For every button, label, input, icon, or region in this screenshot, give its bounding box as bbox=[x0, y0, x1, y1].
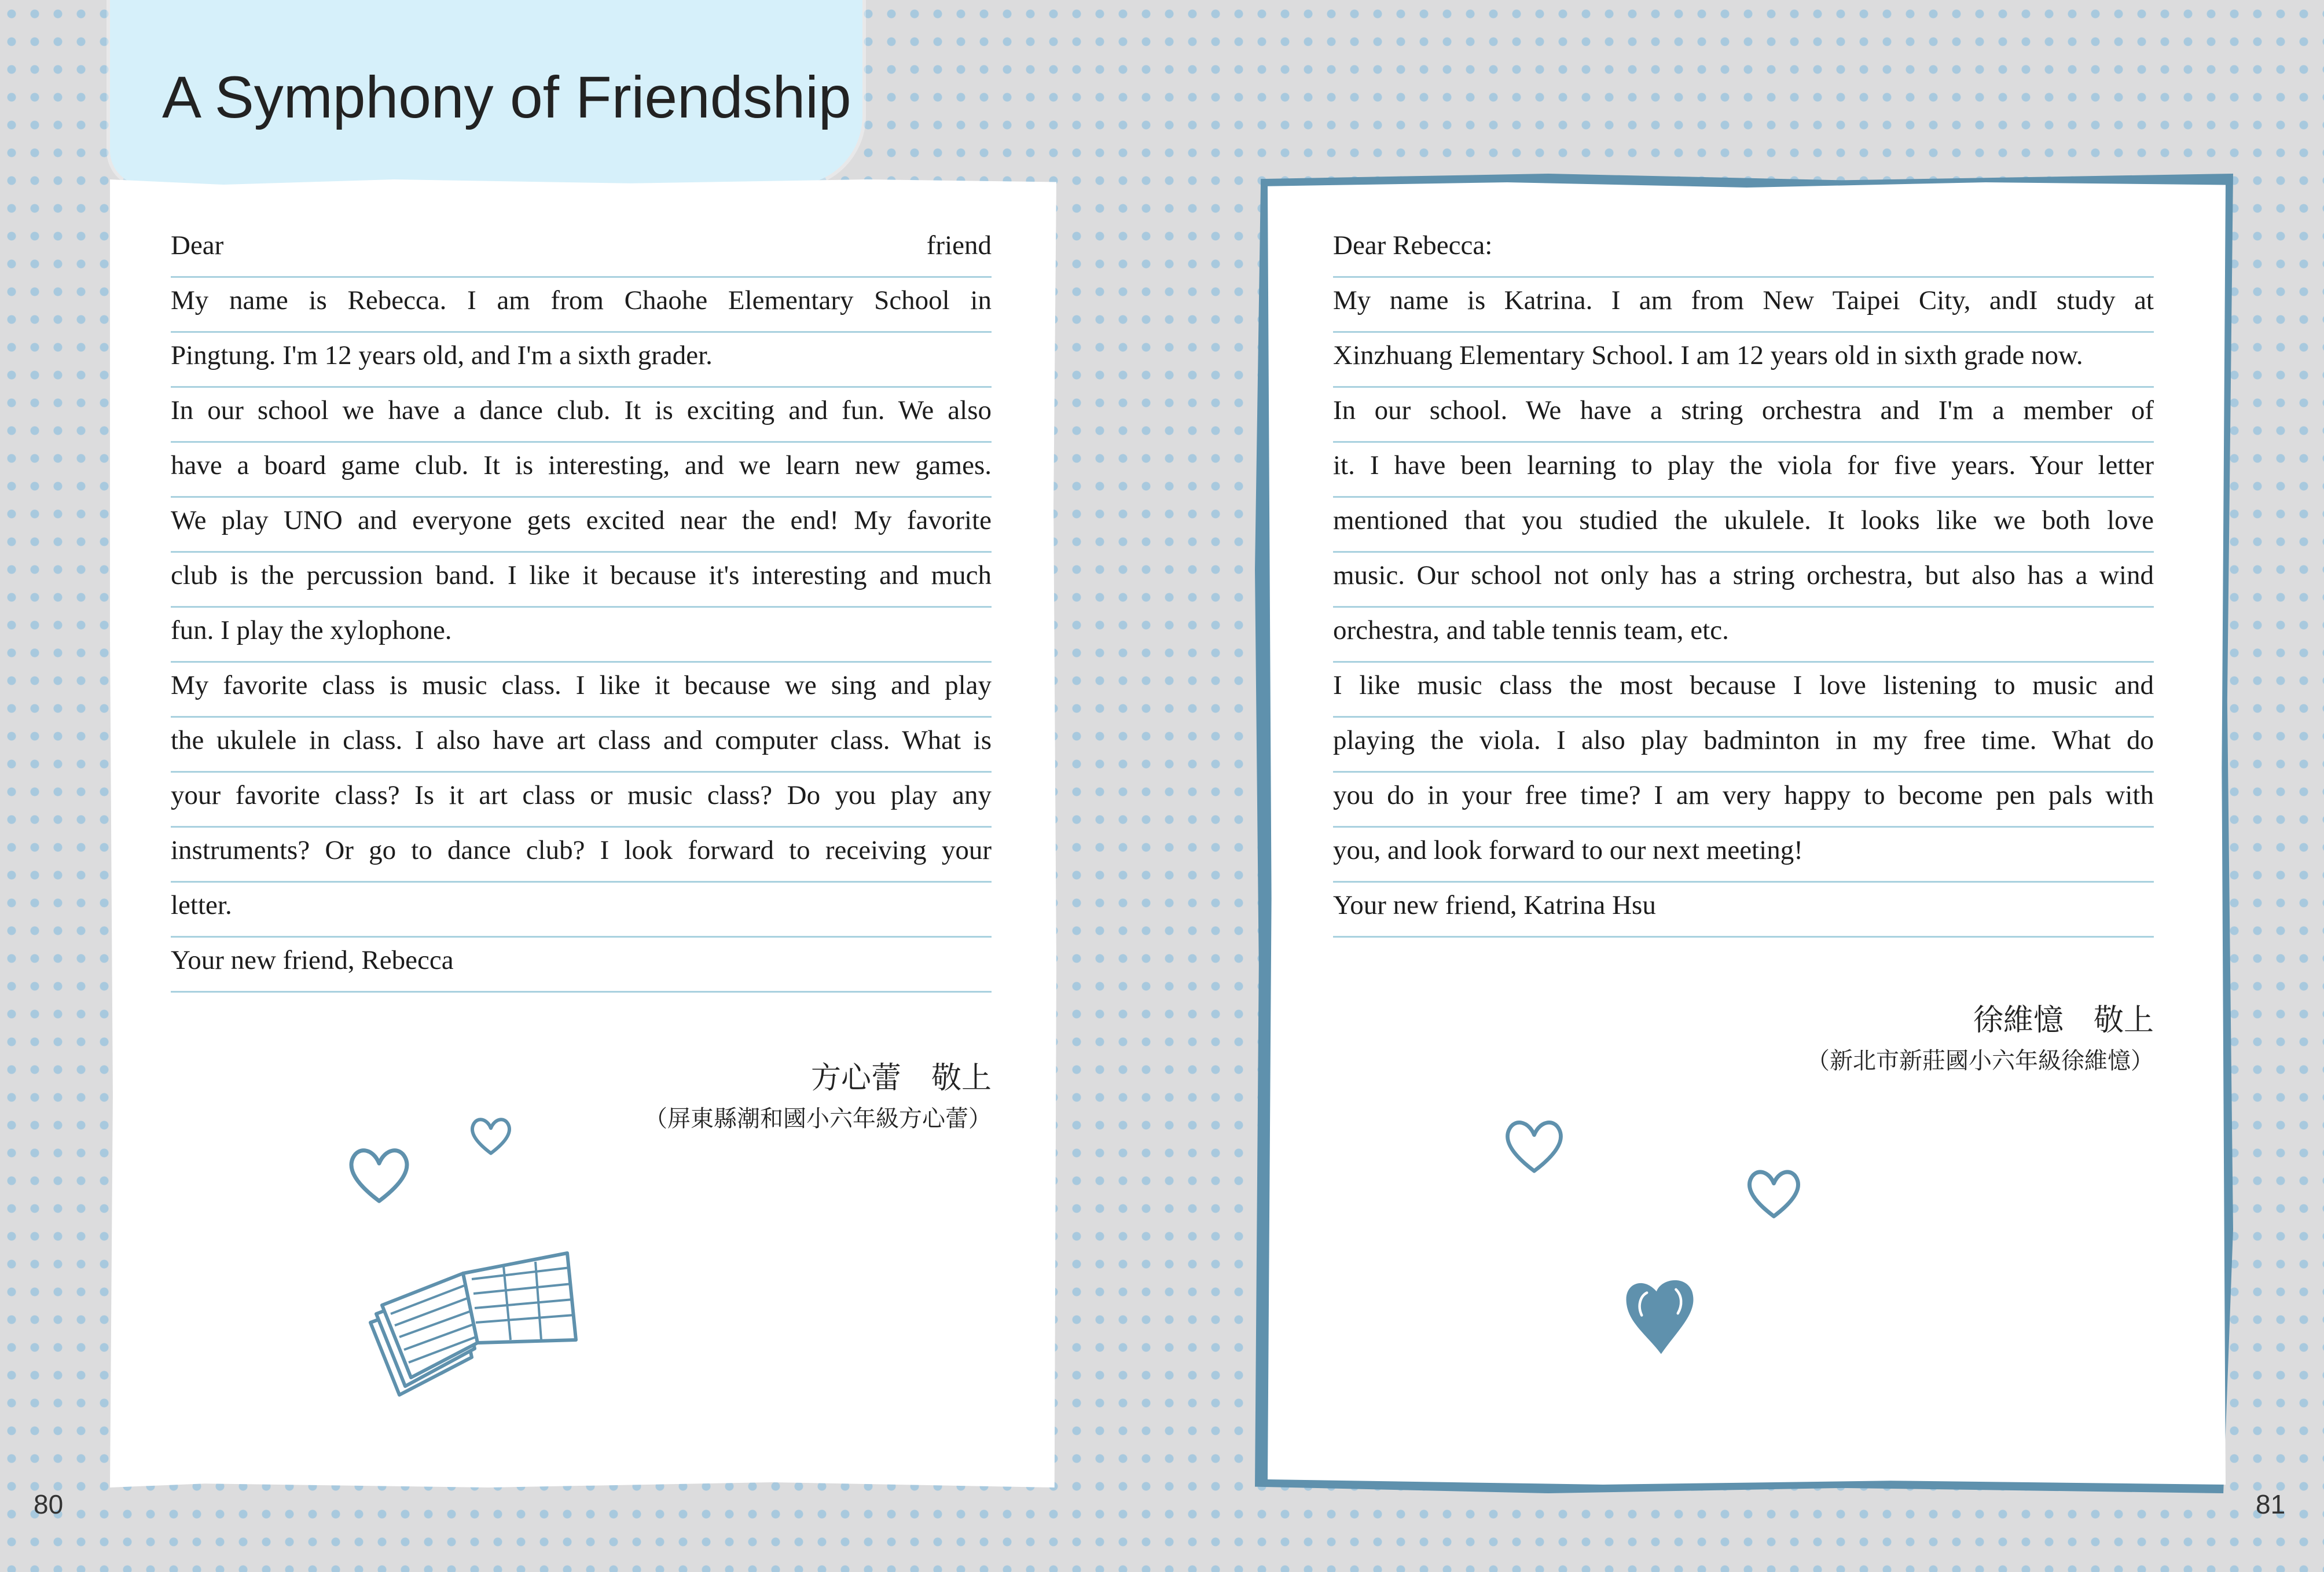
letter-line: playing the viola. I also play badminton in my free time. What do bbox=[1333, 718, 2154, 773]
heart-outline-icon bbox=[468, 1114, 514, 1158]
left-letter bbox=[171, 223, 992, 993]
letter-line: Your new friend, Rebecca bbox=[171, 938, 992, 993]
right-letter bbox=[1333, 223, 2154, 938]
letter-line: mentioned that you studied the ukulele. It looks like we both love bbox=[1333, 498, 2154, 553]
right-signature bbox=[1807, 996, 2154, 1075]
letter-line: My favorite class is music class. I like it because we sing and play bbox=[171, 663, 992, 718]
letter-line: club is the percussion band. I like it because it's interesting and much bbox=[171, 553, 992, 608]
letter-line: the ukulele in class. I also have art class and computer class. What is bbox=[171, 718, 992, 773]
signature-school: （新北市新莊國小六年級徐維憶） bbox=[1807, 1048, 2154, 1074]
open-book-icon bbox=[359, 1227, 585, 1406]
heart-outline-icon bbox=[344, 1143, 414, 1207]
letter-line: have a board game club. It is interesting, and we learn new games. bbox=[171, 443, 992, 498]
heart-outline-icon bbox=[1501, 1114, 1567, 1178]
page-number-left: 80 bbox=[34, 1489, 64, 1519]
letter-line: Dear Rebecca: bbox=[1333, 223, 2154, 278]
signature-school: （屏東縣潮和國小六年級方心蕾） bbox=[644, 1105, 992, 1132]
letter-line: Your new friend, Katrina Hsu bbox=[1333, 883, 2154, 938]
letter-line: My name is Katrina. I am from New Taipei City, andI study at bbox=[1333, 278, 2154, 333]
letter-line: I like music class the most because I love listening to music and bbox=[1333, 663, 2154, 718]
page-number-right: 81 bbox=[2256, 1489, 2286, 1519]
letter-line: In our school we have a dance club. It is exciting and fun. We also bbox=[171, 388, 992, 443]
letter-line: In our school. We have a string orchestra and I'm a member of bbox=[1333, 388, 2154, 443]
heart-outline-icon bbox=[1743, 1165, 1804, 1222]
letter-line: instruments? Or go to dance club? I look forward to receiving your bbox=[171, 828, 992, 883]
left-signature bbox=[644, 1053, 992, 1133]
letter-line: fun. I play the xylophone. bbox=[171, 608, 992, 663]
letter-line: it. I have been learning to play the viola for five years. Your letter bbox=[1333, 443, 2154, 498]
letter-line: We play UNO and everyone gets excited near the end! My favorite bbox=[171, 498, 992, 553]
letter-line: letter. bbox=[171, 883, 992, 938]
heart-filled-icon bbox=[1621, 1273, 1699, 1357]
letter-line: Dear friend bbox=[171, 223, 992, 278]
letter-line: orchestra, and table tennis team, etc. bbox=[1333, 608, 2154, 663]
signature-name: 徐維憶 敬上 bbox=[1973, 1003, 2154, 1038]
letter-line: Xinzhuang Elementary School. I am 12 years old in sixth grade now. bbox=[1333, 333, 2154, 388]
signature-name: 方心蕾 敬上 bbox=[810, 1061, 992, 1096]
letter-line: music. Our school not only has a string orchestra, but also has a wind bbox=[1333, 553, 2154, 608]
page-title: A Symphony of Friendship bbox=[162, 64, 851, 130]
letter-line: My name is Rebecca. I am from Chaohe Elementary School in bbox=[171, 278, 992, 333]
letter-line: you do in your free time? I am very happy to become pen pals with bbox=[1333, 773, 2154, 828]
letter-line: you, and look forward to our next meeting! bbox=[1333, 828, 2154, 883]
letter-line: Pingtung. I'm 12 years old, and I'm a sixth grader. bbox=[171, 333, 992, 388]
letter-line: your favorite class? Is it art class or music class? Do you play any bbox=[171, 773, 992, 828]
